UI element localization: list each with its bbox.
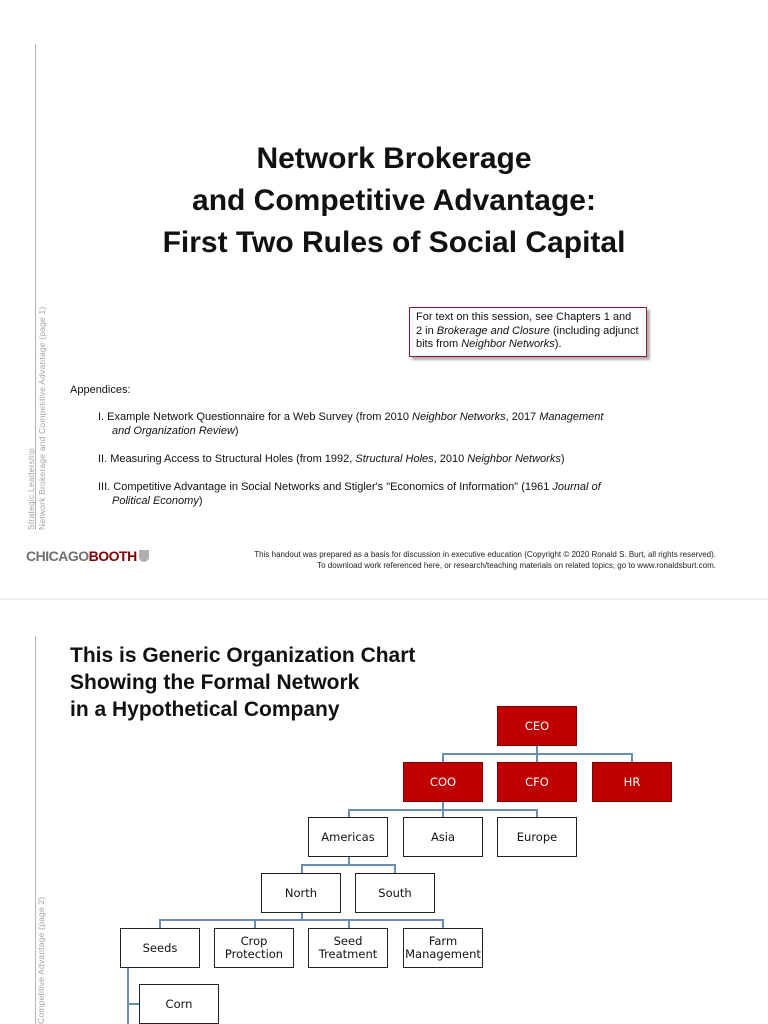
org-node-crop-protection: Crop Protection <box>214 928 294 968</box>
org-node-cfo: CFO <box>497 762 577 802</box>
appendix-citation: Neighbor Networks <box>467 453 561 465</box>
note-text: For text on this session, see Chapters 1 and 2 in <box>416 311 632 337</box>
appendix-citation: Management <box>539 411 604 423</box>
appendices-label: Appendices: <box>70 384 131 396</box>
appendix-citation: Structural Holes <box>355 453 434 465</box>
title-line: First Two Rules of Social Capital <box>162 226 626 259</box>
appendix-item <box>98 410 658 438</box>
shield-icon <box>139 550 149 562</box>
appendix-text: ) <box>198 495 203 507</box>
sidebar-page-label: Network Brokerage and Competitive Advantage (page 1) <box>37 306 47 530</box>
org-node-south: South <box>355 873 435 913</box>
appendix-continuation <box>98 424 658 438</box>
copyright-line: This handout was prepared as a basis for discussion in executive education (Copyright © 2020 Ronald S. Burt, all rights reserved). <box>254 550 716 559</box>
org-node-ceo: CEO <box>497 706 577 746</box>
org-node-corn: Corn <box>139 984 219 1024</box>
org-connector <box>127 968 129 1024</box>
appendix-text: , 2017 <box>505 411 540 423</box>
note-text: (including adjunct bits from <box>416 324 639 350</box>
appendix-citation: Neighbor Networks <box>412 411 506 423</box>
org-node-coo: COO <box>403 762 483 802</box>
appendix-citation: and Organization Review <box>112 425 235 437</box>
title-line: in a Hypothetical Company <box>70 698 340 721</box>
appendix-citation: Political Economy <box>112 495 199 507</box>
page-title <box>60 138 728 264</box>
sidebar-course-label: Strategic Leadership <box>26 448 36 530</box>
slide-page-2 <box>0 600 768 1024</box>
appendix-text: I. Example Network Questionnaire for a Web Survey (from 2010 <box>98 411 413 423</box>
org-node-north: North <box>261 873 341 913</box>
org-connector <box>127 1003 139 1005</box>
reading-note-box <box>409 307 647 357</box>
title-line: Network Brokerage <box>256 142 532 175</box>
appendix-continuation <box>98 494 658 508</box>
title-line: Showing the Formal Network <box>70 671 360 694</box>
appendix-item <box>98 480 658 508</box>
org-connector <box>159 919 443 921</box>
appendix-item <box>98 452 658 466</box>
org-node-seed-treatment: Seed Treatment <box>308 928 388 968</box>
title-line: This is Generic Organization Chart <box>70 644 416 667</box>
org-node-europe: Europe <box>497 817 577 857</box>
appendix-citation: Journal of <box>552 481 601 493</box>
note-book-title: Neighbor Networks <box>461 338 555 350</box>
org-node-asia: Asia <box>403 817 483 857</box>
org-node-seeds: Seeds <box>120 928 200 968</box>
appendix-text: ) <box>560 453 565 465</box>
logo-booth-text: BOOTH <box>88 548 137 564</box>
org-node-hr: HR <box>592 762 672 802</box>
appendix-text: , 2010 <box>433 453 468 465</box>
title-line: and Competitive Advantage: <box>192 184 596 217</box>
org-connector <box>301 864 395 866</box>
sidebar-page-label: Competitive Advantage (page 2) <box>36 896 46 1024</box>
copyright-line: To download work referenced here, or research/teaching materials on related topics, go to www.ronaldsburt.com. <box>317 561 716 570</box>
logo-chicago-text: CHICAGO <box>26 548 89 564</box>
appendix-text: ) <box>234 425 239 437</box>
note-book-title: Brokerage and Closure <box>436 324 550 337</box>
org-node-farm-management: Farm Management <box>403 928 483 968</box>
appendix-text: III. Competitive Advantage in Social Networks and Stigler's "Economics of Information" (1961 <box>98 481 553 493</box>
note-text: ). <box>554 338 562 350</box>
appendix-text: II. Measuring Access to Structural Holes (from 1992, <box>98 453 356 465</box>
chicago-booth-logo <box>26 548 149 564</box>
org-node-americas: Americas <box>308 817 388 857</box>
chart-title <box>70 642 415 723</box>
copyright-notice <box>254 549 716 571</box>
